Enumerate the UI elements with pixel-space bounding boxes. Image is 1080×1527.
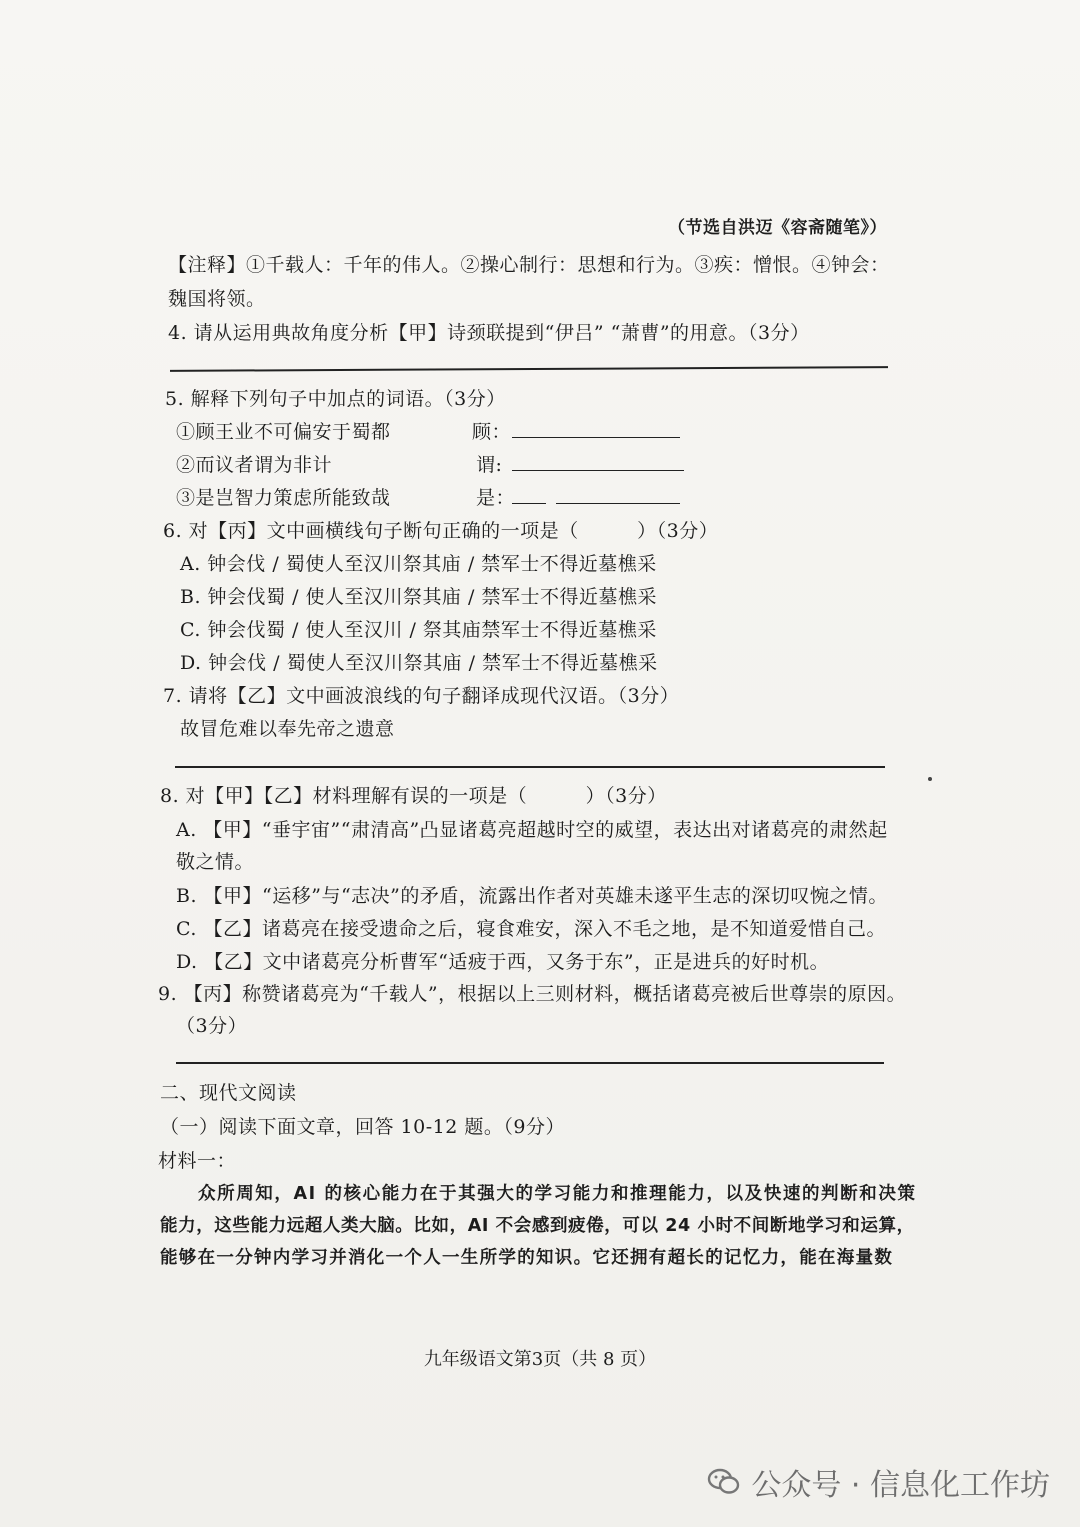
answer-line-q9	[176, 1062, 884, 1064]
question-6: 6. 对【丙】文中画横线句子断句正确的一项是（ ）（3分）	[163, 520, 719, 542]
q6-option-a: A. 钟会伐 / 蜀使人至汉川祭其庙 / 禁军士不得近墓樵采	[180, 553, 657, 575]
q6-option-d: D. 钟会伐 / 蜀使人至汉川祭其庙 / 禁军士不得近墓樵采	[180, 652, 658, 674]
watermark	[707, 1460, 1050, 1504]
question-9-score: （3分）	[176, 1015, 248, 1037]
material-label: 材料一：	[158, 1150, 237, 1172]
q5-sentence-3: ③是岂智力策虑所能致哉	[176, 487, 391, 509]
q8-option-d: D. 【乙】文中诸葛亮分析曹军“适疲于西，又务于东”，正是进兵的好时机。	[176, 951, 830, 973]
question-8: 8. 对【甲】【乙】材料理解有误的一项是（ ）（3分）	[160, 785, 667, 807]
watermark-text: 公众号 · 信息化工作坊	[751, 1468, 1050, 1503]
q5-blank-2	[512, 470, 684, 471]
q5-word-2: 谓:	[476, 454, 503, 476]
q5-blank-3b	[556, 503, 680, 504]
q8-option-b: B. 【甲】“运移”与“志决”的矛盾，流露出作者对英雄未遂平生志的深切叹惋之情。	[176, 885, 888, 907]
wechat-icon	[707, 1467, 741, 1497]
question-9: 9. 【丙】称赞诸葛亮为“千载人”，根据以上三则材料，概括诸葛亮被后世尊崇的原因。	[158, 983, 907, 1005]
question-5: 5. 解释下列句子中加点的词语。（3分）	[165, 388, 506, 410]
question-7: 7. 请将【乙】文中画波浪线的句子翻译成现代汉语。（3分）	[163, 685, 680, 707]
speck	[928, 777, 932, 781]
material-paragraph-line-3: 能够在一分钟内学习并消化一个人一生所学的知识。它还拥有超长的记忆力，能在海量数	[160, 1248, 894, 1268]
material-paragraph-line-2: 能力，这些能力远超人类大脑。比如，AI 不会感到疲倦，可以 24 小时不间断地学习和运算，	[160, 1216, 915, 1236]
q5-word-1: 顾：	[472, 421, 512, 443]
page-footer: 九年级语文第3页（共 8 页）	[423, 1349, 657, 1370]
q6-option-b: B. 钟会伐蜀 / 使人至汉川祭其庙 / 禁军士不得近墓樵采	[180, 586, 658, 608]
q5-sentence-1: ①顾王业不可偏安于蜀都	[176, 421, 391, 443]
q8-option-c: C. 【乙】诸葛亮在接受遗命之后，寝食难安，深入不毛之地，是不知道爱惜自己。	[176, 918, 886, 940]
q5-word-3: 是：	[476, 487, 516, 509]
section-2-title: 二、现代文阅读	[160, 1082, 297, 1104]
annotation-line-2: 魏国将领。	[168, 288, 266, 310]
q5-sentence-2: ②而议者谓为非计	[176, 454, 333, 476]
q8-option-a-line-1: A. 【甲】“垂宇宙”“肃清高”凸显诸葛亮超越时空的威望，表达出对诸葛亮的肃然起	[176, 819, 888, 841]
q5-blank-3a	[512, 503, 546, 504]
annotation-line-1: 【注释】①千载人：千年的伟人。②操心制行：思想和行为。③疾：憎恨。④钟会：	[168, 254, 890, 276]
source-citation: （节选自洪迈《容斋随笔》）	[668, 218, 887, 238]
answer-line-q7	[175, 766, 885, 768]
material-paragraph-line-1: 众所周知，AI 的核心能力在于其强大的学习能力和推理能力，以及快速的判断和决策	[198, 1184, 917, 1204]
q8-option-a-line-2: 敬之情。	[176, 851, 255, 873]
q5-blank-1	[512, 437, 680, 438]
q7-sentence: 故冒危难以奉先帝之遗意	[180, 718, 395, 740]
question-4: 4. 请从运用典故角度分析【甲】诗颈联提到“伊吕” “萧曹”的用意。（3分）	[168, 322, 810, 344]
q6-option-c: C. 钟会伐蜀 / 使人至汉川 / 祭其庙禁军士不得近墓樵采	[180, 619, 657, 641]
answer-line-q4	[170, 366, 888, 372]
section-2-subtitle: （一）阅读下面文章，回答 10-12 题。（9分）	[160, 1116, 565, 1138]
